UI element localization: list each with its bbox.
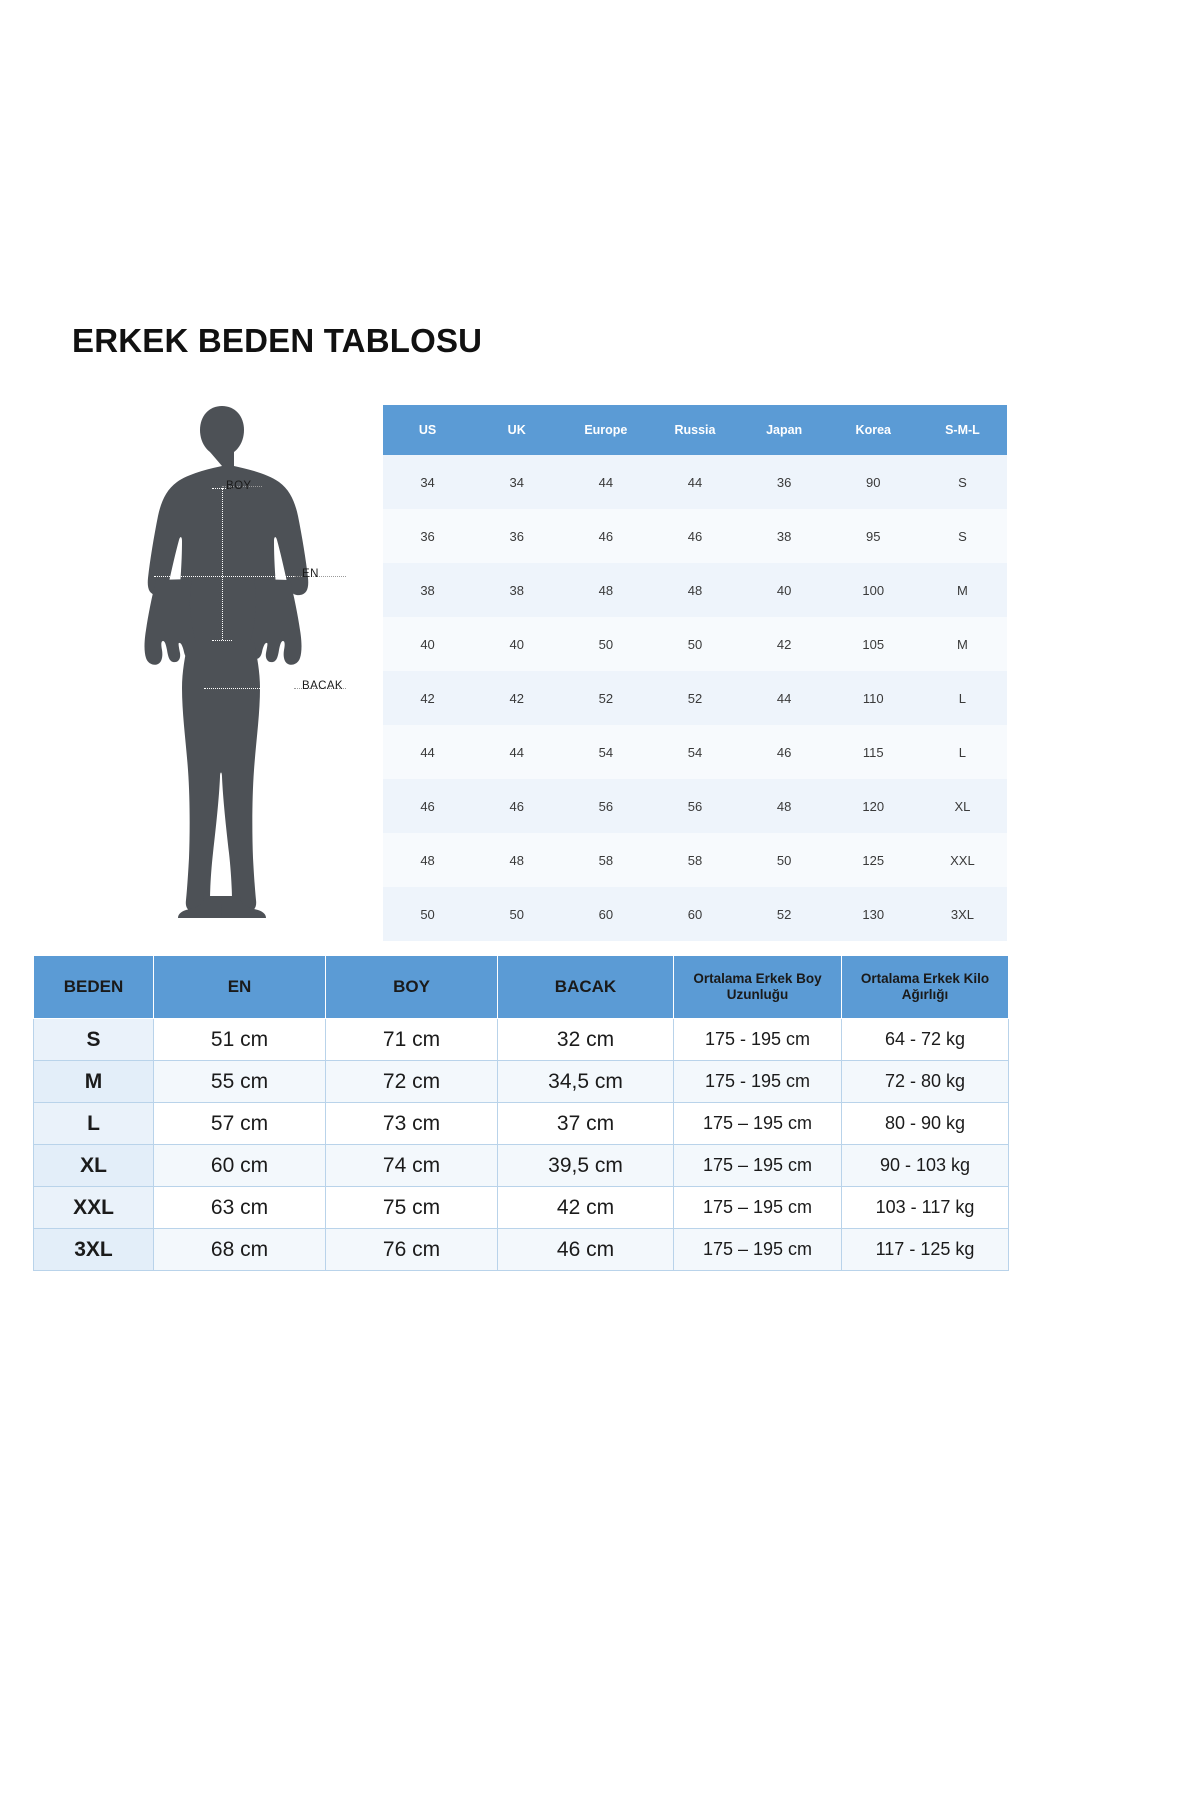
column-header-sml: S-M-L xyxy=(918,405,1007,455)
table-row xyxy=(383,725,1007,779)
column-header-boy: BOY xyxy=(326,956,498,1019)
cell-europe: 60 xyxy=(561,887,650,941)
cell-korea: 115 xyxy=(829,725,918,779)
cell-uk: 46 xyxy=(472,779,561,833)
international-size-table xyxy=(383,405,1007,941)
cell-europe: 44 xyxy=(561,455,650,509)
figure-label-boy: BOY xyxy=(226,480,252,492)
cell-sml: L xyxy=(918,671,1007,725)
cell-us: 42 xyxy=(383,671,472,725)
cell-korea: 110 xyxy=(829,671,918,725)
table-row xyxy=(383,617,1007,671)
cell-europe: 46 xyxy=(561,509,650,563)
cell-en: 51 cm xyxy=(154,1019,326,1061)
column-header-average-height: Ortalama Erkek Boy Uzunluğu xyxy=(674,956,842,1019)
cell-korea: 130 xyxy=(829,887,918,941)
cell-us: 40 xyxy=(383,617,472,671)
cell-korea: 90 xyxy=(829,455,918,509)
cell-uk: 36 xyxy=(472,509,561,563)
page-title: ERKEK BEDEN TABLOSU xyxy=(72,322,483,359)
table-row xyxy=(383,455,1007,509)
cell-bacak: 32 cm xyxy=(498,1019,674,1061)
cell-en: 55 cm xyxy=(154,1061,326,1103)
cell-japan: 36 xyxy=(740,455,829,509)
en-guide-line xyxy=(154,576,294,577)
cell-sml: S xyxy=(918,509,1007,563)
boy-guide-line xyxy=(222,488,223,640)
cell-en: 68 cm xyxy=(154,1229,326,1271)
cell-uk: 42 xyxy=(472,671,561,725)
cell-beden: XXL xyxy=(34,1187,154,1229)
cell-europe: 54 xyxy=(561,725,650,779)
table-row xyxy=(34,1019,1009,1061)
figure-label-en: EN xyxy=(302,568,319,580)
cell-bacak: 39,5 cm xyxy=(498,1145,674,1187)
cell-beden: XL xyxy=(34,1145,154,1187)
cell-average-height: 175 – 195 cm xyxy=(674,1145,842,1187)
cell-us: 34 xyxy=(383,455,472,509)
cell-russia: 52 xyxy=(650,671,739,725)
cell-russia: 44 xyxy=(650,455,739,509)
cell-boy: 72 cm xyxy=(326,1061,498,1103)
table-row xyxy=(383,671,1007,725)
cell-us: 38 xyxy=(383,563,472,617)
cell-average-height: 175 - 195 cm xyxy=(674,1061,842,1103)
cell-average-height: 175 – 195 cm xyxy=(674,1187,842,1229)
table-row xyxy=(34,1187,1009,1229)
boy-guide-tick-bottom xyxy=(212,640,232,641)
column-header-russia: Russia xyxy=(650,405,739,455)
cell-average-weight: 103 - 117 kg xyxy=(842,1187,1009,1229)
column-header-average-weight: Ortalama Erkek Kilo Ağırlığı xyxy=(842,956,1009,1019)
cell-sml: M xyxy=(918,563,1007,617)
column-header-korea: Korea xyxy=(829,405,918,455)
cell-bacak: 42 cm xyxy=(498,1187,674,1229)
cell-japan: 42 xyxy=(740,617,829,671)
cell-average-weight: 117 - 125 kg xyxy=(842,1229,1009,1271)
cell-europe: 56 xyxy=(561,779,650,833)
table-row xyxy=(383,779,1007,833)
column-header-europe: Europe xyxy=(561,405,650,455)
cell-en: 60 cm xyxy=(154,1145,326,1187)
column-header-en: EN xyxy=(154,956,326,1019)
column-header-beden: BEDEN xyxy=(34,956,154,1019)
cell-beden: 3XL xyxy=(34,1229,154,1271)
cell-korea: 120 xyxy=(829,779,918,833)
table-row xyxy=(383,887,1007,941)
cell-uk: 50 xyxy=(472,887,561,941)
table-row xyxy=(34,1103,1009,1145)
cell-russia: 54 xyxy=(650,725,739,779)
cell-sml: M xyxy=(918,617,1007,671)
cell-uk: 48 xyxy=(472,833,561,887)
cell-average-height: 175 – 195 cm xyxy=(674,1229,842,1271)
cell-russia: 48 xyxy=(650,563,739,617)
cell-average-weight: 90 - 103 kg xyxy=(842,1145,1009,1187)
column-header-japan: Japan xyxy=(740,405,829,455)
cell-uk: 40 xyxy=(472,617,561,671)
cell-boy: 76 cm xyxy=(326,1229,498,1271)
cell-uk: 34 xyxy=(472,455,561,509)
table-header-row xyxy=(34,956,1009,1019)
cell-russia: 50 xyxy=(650,617,739,671)
cell-bacak: 34,5 cm xyxy=(498,1061,674,1103)
table-row xyxy=(34,1229,1009,1271)
table-row xyxy=(383,509,1007,563)
cell-average-height: 175 – 195 cm xyxy=(674,1103,842,1145)
cell-korea: 125 xyxy=(829,833,918,887)
cell-en: 57 cm xyxy=(154,1103,326,1145)
cell-us: 50 xyxy=(383,887,472,941)
cell-sml: XXL xyxy=(918,833,1007,887)
cell-us: 36 xyxy=(383,509,472,563)
cell-boy: 75 cm xyxy=(326,1187,498,1229)
cell-average-weight: 80 - 90 kg xyxy=(842,1103,1009,1145)
cell-japan: 38 xyxy=(740,509,829,563)
cell-japan: 52 xyxy=(740,887,829,941)
cell-korea: 105 xyxy=(829,617,918,671)
cell-japan: 44 xyxy=(740,671,829,725)
cell-boy: 73 cm xyxy=(326,1103,498,1145)
table-row xyxy=(383,563,1007,617)
cell-us: 46 xyxy=(383,779,472,833)
cell-average-weight: 64 - 72 kg xyxy=(842,1019,1009,1061)
cell-sml: 3XL xyxy=(918,887,1007,941)
cell-beden: S xyxy=(34,1019,154,1061)
cell-europe: 58 xyxy=(561,833,650,887)
cell-bacak: 46 cm xyxy=(498,1229,674,1271)
cell-average-height: 175 - 195 cm xyxy=(674,1019,842,1061)
cell-japan: 50 xyxy=(740,833,829,887)
cell-en: 63 cm xyxy=(154,1187,326,1229)
cell-boy: 74 cm xyxy=(326,1145,498,1187)
column-header-uk: UK xyxy=(472,405,561,455)
cell-us: 44 xyxy=(383,725,472,779)
cell-uk: 44 xyxy=(472,725,561,779)
cell-boy: 71 cm xyxy=(326,1019,498,1061)
cell-russia: 58 xyxy=(650,833,739,887)
cell-europe: 50 xyxy=(561,617,650,671)
cell-sml: S xyxy=(918,455,1007,509)
cell-uk: 38 xyxy=(472,563,561,617)
cell-russia: 56 xyxy=(650,779,739,833)
cell-bacak: 37 cm xyxy=(498,1103,674,1145)
table-row xyxy=(34,1145,1009,1187)
table-header-row xyxy=(383,405,1007,455)
cell-japan: 48 xyxy=(740,779,829,833)
column-header-us: US xyxy=(383,405,472,455)
cell-beden: M xyxy=(34,1061,154,1103)
cell-sml: L xyxy=(918,725,1007,779)
cell-korea: 95 xyxy=(829,509,918,563)
male-silhouette-figure xyxy=(104,400,364,930)
table-row xyxy=(383,833,1007,887)
cell-russia: 46 xyxy=(650,509,739,563)
cell-europe: 52 xyxy=(561,671,650,725)
column-header-bacak: BACAK xyxy=(498,956,674,1019)
cell-europe: 48 xyxy=(561,563,650,617)
cell-us: 48 xyxy=(383,833,472,887)
figure-label-bacak: BACAK xyxy=(302,680,343,692)
cell-japan: 46 xyxy=(740,725,829,779)
measurement-table xyxy=(33,955,1009,1271)
cell-sml: XL xyxy=(918,779,1007,833)
cell-korea: 100 xyxy=(829,563,918,617)
table-row xyxy=(34,1061,1009,1103)
cell-average-weight: 72 - 80 kg xyxy=(842,1061,1009,1103)
bacak-guide-line xyxy=(204,688,300,689)
cell-beden: L xyxy=(34,1103,154,1145)
cell-japan: 40 xyxy=(740,563,829,617)
cell-russia: 60 xyxy=(650,887,739,941)
